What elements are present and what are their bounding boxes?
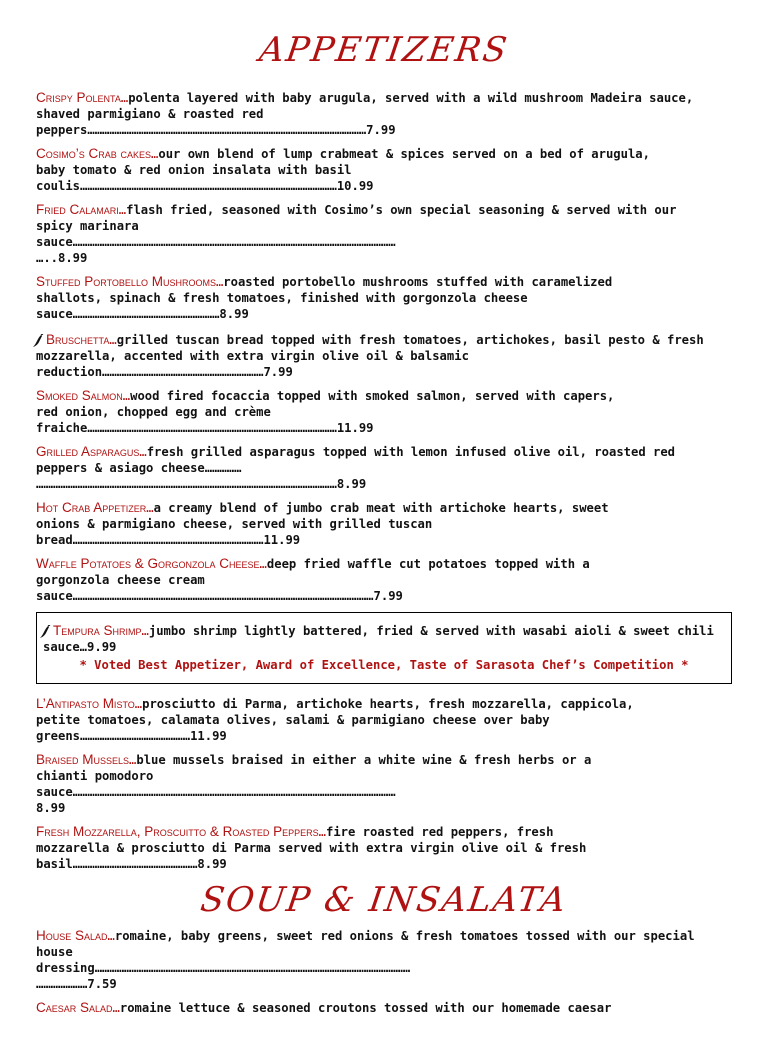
menu-item-description: blue mussels braised in either a white wine & fresh herbs or a chianti pomodoro sauce…………………………………………………………………………………………………………………… 8.99	[36, 753, 592, 815]
menu-item-description: prosciutto di Parma, artichoke hearts, fresh mozzarella, cappicola, petite tomatoes, calamata olives, salami & parmigiano cheese over baby greens………………………………………11.99	[36, 697, 634, 743]
menu-item-name: House Salad	[36, 928, 108, 943]
name-separator: …	[107, 929, 115, 943]
menu-item-description: fire roasted red peppers, fresh mozzarella & prosciutto di Parma served with extra virgin olive oil & fresh basil……………………………………………8.99	[36, 825, 587, 871]
name-separator: …	[122, 389, 131, 403]
menu-page	[0, 30, 768, 1016]
featured-item-box	[36, 612, 732, 684]
menu-item-name: Fresh Mozzarella, Proscuitto & Roasted Peppers	[36, 824, 319, 839]
name-separator: …	[109, 333, 117, 347]
menu-item-name: Tempura Shrimp	[53, 623, 142, 638]
menu-item-description: wood fired focaccia topped with smoked salmon, served with capers, red onion, chopped egg and crème fraiche…………………………………………………………………………………………11.99	[36, 389, 615, 435]
menu-item-name: Crispy Polenta	[36, 90, 121, 105]
menu-item-name: Bruschetta	[46, 332, 110, 347]
menu-item	[36, 1000, 732, 1016]
award-note: * Voted Best Appetizer, Award of Excellence, Taste of Sarasota Chef’s Competition *	[79, 658, 689, 672]
menu-item	[36, 274, 732, 322]
menu-item-description: flash fried, seasoned with Cosimo’s own special seasoning & served with our spicy marinara sauce…………………………………………………………………………………………………………………… …..8.99	[36, 203, 677, 265]
name-separator: …	[215, 275, 224, 289]
menu-item	[36, 824, 732, 872]
name-separator: …	[259, 557, 267, 571]
menu-item-description: polenta layered with baby arugula, served with a wild mushroom Madeira sauce, shaved parmigiano & roasted red peppers……………………………………………………………………………………………………7.99	[36, 91, 694, 137]
appetizers-list-2	[0, 696, 768, 872]
menu-item-name: Fried Calamari	[36, 202, 119, 217]
menu-item-description: fresh grilled asparagus topped with lemon infused olive oil, roasted red peppers & asiago cheese…………… ……………………………………………………………………………………………………………8.99	[36, 445, 676, 491]
menu-item	[36, 500, 732, 548]
menu-item-name: Waffle Potatoes & Gorgonzola Cheese	[36, 556, 260, 571]
name-separator: …	[141, 624, 149, 638]
menu-item	[36, 330, 732, 380]
name-separator: …	[151, 147, 159, 161]
name-separator: …	[318, 825, 326, 839]
menu-item	[36, 202, 732, 266]
menu-item	[36, 928, 732, 992]
menu-item-description: romaine lettuce & seasoned croutons tossed with our homemade caesar	[119, 1001, 612, 1015]
menu-item	[36, 388, 732, 436]
menu-item-name: Stuffed Portobello Mushrooms	[36, 274, 216, 289]
menu-item	[36, 146, 732, 194]
menu-item	[36, 696, 732, 744]
appetizers-list	[0, 90, 768, 604]
menu-item-description: jumbo shrimp lightly battered, fried & served with wasabi aioli & sweet chili sauce…9.99	[43, 624, 714, 654]
name-separator: …	[129, 753, 137, 767]
appetizers-title: APPETIZERS	[256, 30, 512, 70]
chili-pepper-icon	[32, 334, 44, 348]
menu-item-name: Cosimo’s Crab cakes	[36, 146, 152, 161]
menu-item-description: romaine, baby greens, sweet red onions & fresh tomatoes tossed with our special house dressing………………………………………………………………………………………………………………… …………………7.59	[36, 929, 695, 991]
name-separator: …	[139, 445, 147, 459]
soup-list	[0, 928, 768, 1016]
menu-item-name: Smoked Salmon	[36, 388, 123, 403]
menu-item-description: our own blend of lump crabmeat & spices served on a bed of arugula, baby tomato & red onion insalata with basil coulis……………………………………………………………………………………………10.99	[36, 147, 650, 193]
name-separator: …	[118, 203, 127, 217]
menu-item	[36, 90, 732, 138]
menu-item	[36, 444, 732, 492]
menu-item-description: deep fried waffle cut potatoes topped with a gorgonzola cheese cream sauce……………………………………………………………………………………………………………7.99	[36, 557, 590, 603]
name-separator: …	[146, 501, 154, 515]
menu-item-name: L’Antipasto Misto	[36, 696, 135, 711]
menu-item-description: grilled tuscan bread topped with fresh tomatoes, artichokes, basil pesto & fresh mozzarella, accented with extra virgin olive oil & balsamic reduction…………………………………………………………7.99	[36, 333, 704, 379]
menu-item-name: Caesar Salad	[36, 1000, 113, 1015]
menu-item-description: roasted portobello mushrooms stuffed with caramelized shallots, spinach & fresh tomatoes, finished with gorgonzola cheese sauce……………………………………………………8.99	[36, 275, 613, 321]
menu-item-name: Hot Crab Appetizer	[36, 500, 147, 515]
name-separator: …	[134, 697, 143, 711]
soup-title: SOUP & INSALATA	[198, 880, 570, 920]
menu-item-description: a creamy blend of jumbo crab meat with artichoke hearts, sweet onions & parmigiano cheese, served with grilled tuscan bread……………………………………………………………………11.99	[36, 501, 609, 547]
name-separator: …	[120, 91, 129, 105]
menu-item	[43, 621, 725, 655]
featured-wrapper	[0, 612, 768, 684]
chili-pepper-icon	[39, 625, 51, 639]
name-separator: …	[112, 1001, 120, 1015]
menu-item	[36, 752, 732, 816]
menu-item	[36, 556, 732, 604]
menu-item-name: Braised Mussels	[36, 752, 130, 767]
menu-item-name: Grilled Asparagus	[36, 444, 140, 459]
